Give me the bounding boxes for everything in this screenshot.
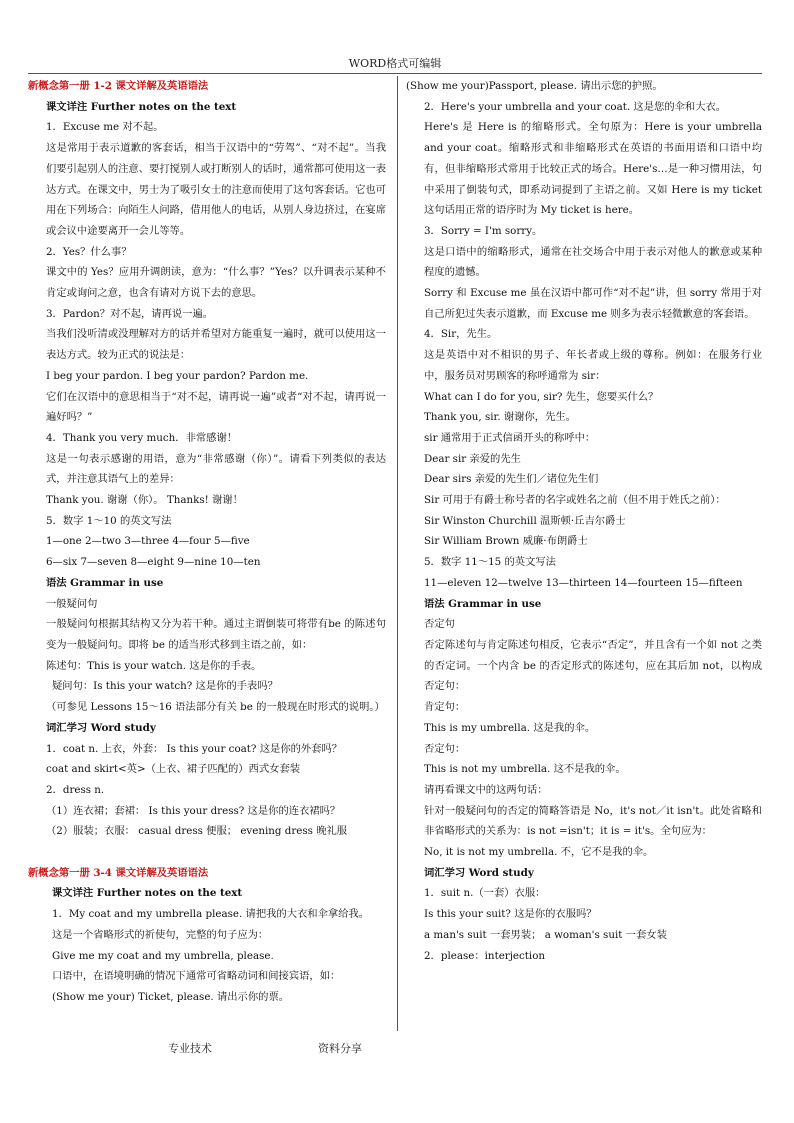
paragraph: 这是英语中对不相识的男子、年长者或上级的尊称。例如：在服务行业中，服务员对男顾客的称呼通常为 sir： bbox=[424, 349, 762, 382]
paragraph: I beg your pardon. I beg your pardon? Pardon me. bbox=[46, 369, 309, 382]
subheading: 词汇学习 Word study bbox=[424, 866, 534, 879]
paragraph: Sir Winston Churchill 温斯顿·丘吉尔爵士 bbox=[424, 514, 626, 527]
paragraph: 课文中的 Yes？应用升调朗读，意为：“什么事？”Yes？以升调表示某种不肯定或询问之意，也含有请对方说下去的意思。 bbox=[46, 266, 386, 300]
paragraph: （2）服装；衣服： casual dress 便服； evening dress 晚礼服 bbox=[46, 825, 348, 838]
subheading: 课文详注 Further notes on the text bbox=[52, 887, 243, 900]
paragraph: Sir William Brown 威廉·布朗爵士 bbox=[424, 535, 588, 548]
paragraph: 6—six 7—seven 8—eight 9—nine 10—ten bbox=[46, 556, 261, 569]
paragraph: 肯定句： bbox=[424, 701, 466, 714]
paragraph: 它们在汉语中的意思相当于“对不起，请再说一遍”或者“对不起，请再说一遍好吗？” bbox=[46, 390, 386, 424]
paragraph: 5．数字 11～15 的英文写法 bbox=[424, 556, 556, 569]
paragraph: 这是口语中的缩略形式，通常在社交场合中用于表示对他人的歉意或某种程度的遗憾。 bbox=[424, 245, 762, 279]
paragraph: 这是常用于表示道歉的客套话，相当于汉语中的“劳驾”、“对不起”。当我们要引起别人的注意、要打搅别人或打断别人的话时，通常都可使用这一表达方式。在课文中，男士为了吸引女士的注意而使用了这句客套话。它也可用在下列场合：向陌生人问路，借用他人的电话，从别人身边挤过，在宴席或会议中途要离开一会儿等等。 bbox=[46, 142, 386, 237]
paragraph: 1—one 2—two 3—three 4—four 5—five bbox=[46, 535, 250, 548]
paragraph: （1）连衣裙；套裙： Is this your dress? 这是你的连衣裙吗？ bbox=[46, 804, 341, 817]
paragraph: （可参见 Lessons 15～16 语法部分有关 be 的一般现在时形式的说明。） bbox=[46, 701, 385, 714]
paragraph: 11—eleven 12—twelve 13—thirteen 14—fourteen 15—fifteen bbox=[424, 576, 743, 589]
paragraph: 1．suit n.（一套）衣服： bbox=[424, 887, 546, 900]
paragraph: 否定陈述句与肯定陈述句相反，它表示“否定”，并且含有一个如 not 之类的否定词。一个内含 be 的否定形式的陈述句，应在其后加 not，以构成否定句： bbox=[424, 638, 762, 693]
paragraph: 这是一个省略形式的祈使句，完整的句子应为： bbox=[52, 928, 269, 941]
paragraph: 3．Sorry = I'm sorry。 bbox=[424, 224, 543, 237]
paragraph: (Show me your)Passport, please. 请出示您的护照。 bbox=[406, 80, 663, 92]
paragraph: 4．Thank you very much．非常感谢！ bbox=[46, 431, 238, 444]
paragraph: a man's suit 一套男装； a woman's suit 一套女装 bbox=[424, 928, 667, 941]
paragraph: 疑问句：Is this your watch? 这是你的手表吗？ bbox=[52, 680, 278, 693]
paragraph: 2．Yes？什么事？ bbox=[46, 245, 132, 258]
paragraph: sir 通常用于正式信函开头的称呼中： bbox=[424, 431, 596, 444]
spacer bbox=[28, 842, 386, 863]
header-rule bbox=[28, 73, 762, 74]
paragraph: Thank you. 谢谢（你）。 Thanks! 谢谢！ bbox=[46, 494, 243, 507]
subheading: 课文详注 Further notes on the text bbox=[46, 100, 237, 113]
paragraph: This is not my umbrella. 这不是我的伞。 bbox=[424, 763, 626, 776]
paragraph: 1．coat n. 上衣，外套： Is this your coat? 这是你的外套吗？ bbox=[46, 742, 343, 755]
section-title: 新概念第一册 3-4 课文详解及英语语法 bbox=[28, 866, 209, 879]
paragraph: 2．dress n. bbox=[46, 783, 105, 796]
paragraph: (Show me your) Ticket, please. 请出示你的票。 bbox=[52, 990, 290, 1003]
subheading: 语法 Grammar in use bbox=[424, 597, 542, 610]
paragraph: 1．Excuse me 对不起。 bbox=[46, 121, 164, 134]
footer-left: 专业技术 bbox=[168, 1042, 212, 1055]
paragraph: 口语中，在语境明确的情况下通常可省略动词和间接宾语，如： bbox=[52, 970, 341, 983]
paragraph: coat and skirt<英>（上衣、裙子匹配的）西式女套装 bbox=[46, 763, 301, 776]
paragraph: 针对一般疑问句的否定的简略答语是 No，it's not／it isn't。此处省略和非省略形式的关系为：is not =isn't；it is = it's。全句应为： bbox=[424, 804, 762, 838]
left-column bbox=[28, 76, 386, 1008]
paragraph: Give me my coat and my umbrella, please. bbox=[52, 949, 274, 962]
paragraph: 2．Here's your umbrella and your coat. 这是您的伞和大衣。 bbox=[424, 100, 727, 113]
paragraph: 3．Pardon？对不起，请再说一遍。 bbox=[46, 307, 214, 320]
footer-right: 资料分享 bbox=[318, 1042, 362, 1055]
paragraph: Thank you, sir. 谢谢你，先生。 bbox=[424, 411, 576, 424]
paragraph: Here's 是 Here is 的缩略形式。全句原为：Here is your umbrella and your coat。缩略形式和非缩略形式在英语的书面用语和口语中均有，但非缩略形式常用于比较正式的场合。Here's…是一种习惯用法，句中采用了倒装句式，即系动词提到了主语之前。又如 Here is my ticket 这句话用正常的语序时为 My ticket is here。 bbox=[424, 121, 762, 217]
paragraph: 一般疑问句根据其结构又分为若干种。通过主谓倒装可将带有be 的陈述句变为一般疑问句。即将 be 的适当形式移到主语之前，如： bbox=[46, 618, 386, 651]
paragraph: 1．My coat and my umbrella please. 请把我的大衣和伞拿给我。 bbox=[52, 908, 370, 921]
subheading: 词汇学习 Word study bbox=[46, 721, 156, 734]
right-column bbox=[406, 76, 762, 966]
paragraph: 否定句： bbox=[424, 742, 466, 755]
subheading: 语法 Grammar in use bbox=[46, 576, 164, 589]
paragraph: Is this your suit? 这是你的衣服吗？ bbox=[424, 908, 597, 921]
paragraph: Dear sirs 亲爱的先生们／诸位先生们 bbox=[424, 473, 599, 486]
paragraph: 请再看课文中的这两句话： bbox=[424, 783, 548, 796]
paragraph: 4．Sir，先生。 bbox=[424, 328, 498, 341]
paragraph: Sorry 和 Excuse me 虽在汉语中都可作“对不起”讲，但 sorry 常用于对自己所犯过失表示道歉，而 Excuse me 则多为表示轻微歉意的客套语。 bbox=[424, 287, 762, 320]
paragraph: 当我们没听清或没理解对方的话并希望对方能重复一遍时，就可以使用这一表达方式。较为正式的说法是： bbox=[46, 328, 386, 362]
paragraph: Sir 可用于有爵士称号者的名字或姓名之前（但不用于姓氏之前）： bbox=[424, 494, 726, 507]
column-divider bbox=[397, 76, 398, 1031]
paragraph: This is my umbrella. 这是我的伞。 bbox=[424, 721, 596, 734]
paragraph: 否定句 bbox=[424, 618, 455, 631]
paragraph: Dear sir 亲爱的先生 bbox=[424, 452, 521, 465]
paragraph: 一般疑问句 bbox=[46, 597, 98, 610]
paragraph: 这是一句表示感谢的用语，意为“非常感谢（你）”。请看下列类似的表达式，并注意其语气上的差异： bbox=[46, 452, 386, 486]
paragraph: What can I do for you, sir? 先生，您要买什么？ bbox=[424, 390, 659, 403]
page-header: WORD格式可编辑 bbox=[348, 57, 442, 70]
paragraph: 5．数字 1～10 的英文写法 bbox=[46, 514, 172, 527]
section-title: 新概念第一册 1-2 课文详解及英语语法 bbox=[28, 80, 209, 92]
paragraph: 2．please：interjection bbox=[424, 949, 546, 962]
paragraph: No, it is not my umbrella. 不，它不是我的伞。 bbox=[424, 846, 654, 859]
paragraph: 陈述句：This is your watch. 这是你的手表。 bbox=[46, 659, 262, 672]
